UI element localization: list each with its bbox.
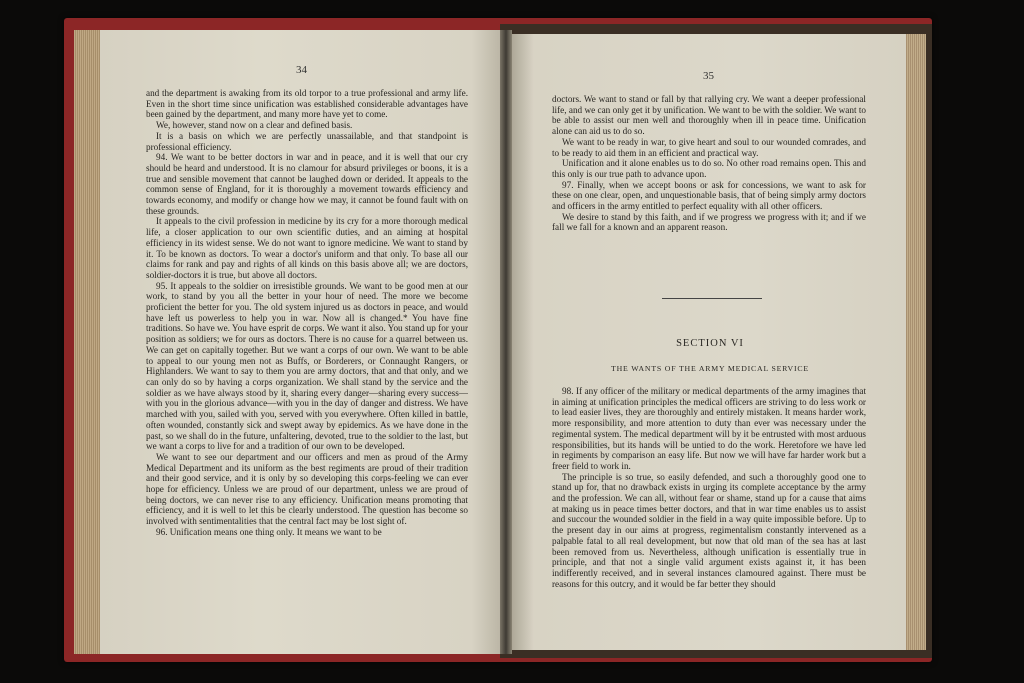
page-edges-left (74, 30, 102, 654)
page-number-right: 35 (703, 70, 714, 82)
paragraph: Unification and it alone enables us to do so. No other road remains open. This and this only is our true path to advance upon. (552, 158, 866, 179)
paragraph: The principle is so true, so easily defended, and such a thoroughly good one to stand up for, that no drawback exists in urging its complete acceptance by the army and the profession. We can all, without fear or shame, stand up for a cause that aims at making us in peace times better doctors, and that in war time enables us to assist and succour the wounded soldier in the field in a way quite impossible before. Up to the present day in our aims at progress, regimentalism constantly intervened as a palpable fatal to all real development, but now that old man of the sea has at last been removed from us. Nevertheless, although unification is essentially true in principle, and that not a single valid argument exists against it, it has been indifferently received, and in several instances clamoured against. There must be reasons for this outcry, and it would be far better they should (552, 471, 866, 589)
book-gutter (500, 30, 512, 654)
paragraph: 97. Finally, when we accept boons or ask for concessions, we want to ask for these on one clear, open, and unquestionable basis, that of being simply army doctors and officers in the army entitled to perfect equality with all other officers. (552, 179, 866, 212)
paragraph: It is a basis on which we are perfectly unassailable, and that standpoint is professional efficiency. (146, 130, 468, 152)
paragraph: We want to see our department and our officers and men as proud of the Army Medical Department and its uniform as the best regiments are proud of their tradition and their good service, and it is only by so developing this corps-feeling we can ever hope for efficiency. Unless we are proud of our department, unless we are proud of being doctors, we can never rise to any efficiency. Unification means promoting that efficiency, and it is well to let this be clearly understood. The question has become so involved with sentimentalities that the central fact may be lost sight of. (146, 451, 468, 527)
paragraph: and the department is awaking from its old torpor to a true professional and army life. Even in the short time since unification was established considerable advantages have been gained by the department, and many more have yet to come. (146, 88, 468, 120)
left-page-text (146, 88, 468, 538)
section-subtitle: THE WANTS OF THE ARMY MEDICAL SERVICE (611, 364, 809, 373)
section-divider (662, 298, 762, 299)
paragraph: 95. It appeals to the soldier on irresistible grounds. We want to be good men at our work, to stand by you all the better in your hour of need. The more we become proficient the better for you. The old system injured us as doctors in peace, and would have left us powerless to help you in war. Now all is changed.* You have fine traditions. So have we. You have esprit de corps. We want it also. You stand up for your position as soldiers; we for ours as doctors. There is no cause for a quarrel between us. We can get on capitally together. But we want a corps of our own. We want to be able to appeal to our young men not as Buffs, or Borderers, or Connaught Rangers, or Highlanders. We want to say to them you are army doctors, that and that only, and we can only do so by having a corps organization. We shall stand by the service and the soldier as we have always stood by it, sharing every danger—sharing every success—with you in the glorious advance—with you in the day of danger and distress. We have marched with you, sailed with you, served with you everywhere. Often killed in battle, often wounded, constantly sick and swept away by epidemics. As we have done in the past, so we shall do in the future, unfaltering, devoted, true to the soldier to the last, but we want a corps to live for and a tradition of our own to be developed. (146, 280, 468, 452)
right-page-text-bottom (552, 386, 866, 589)
paragraph: 96. Unification means one thing only. It means we want to be (156, 526, 382, 537)
right-page-text-top (552, 94, 866, 233)
paragraph: We desire to stand by this faith, and if we progress we progress with it; and if we fall we fall for a known and an apparent reason. (552, 211, 866, 233)
paragraph: doctors. We want to stand or fall by that rallying cry. We want a deeper professional life, and we can only get it by unification. We want to be with the soldier. We want to be able to assist our men well and thoroughly when ill in peace time. Unification alone can aid us to do so. (552, 94, 866, 137)
paragraph: We, however, stand now on a clear and defined basis. (156, 120, 353, 131)
paragraph: It appeals to the civil profession in medicine by its cry for a more thorough medical life, a closer application to our own scientific duties, and an aiming at hospital efficiency in its widest sense. We do not want to ignore medicine. We want to stand by it. To be known as doctors. To wear a doctor's uniform and that only. To base all our claims for rank and pay and rights of all kinds on this basis above all; we are doctors, soldier-doctors it is true, but above all doctors. (146, 216, 468, 280)
section-title: SECTION VI (676, 338, 744, 349)
page-number-left: 34 (296, 64, 307, 76)
paragraph: 98. If any officer of the military or medical departments of the army imagines that in aiming at unification principles the medical officers are striving to do less work or to lead easier lives, they are thoroughly and entirely mistaken. It means harder work, more responsibility, and more attention to duty than ever was necessary under the regimental system. The medical department will by it be entrusted with most arduous responsibilities, but its hands will be untied to do the work. Heretofore we have led in regiments by comparison an easy life. But now we will have far harder work but a freer field to work in. (552, 386, 866, 471)
paragraph: 94. We want to be better doctors in war and in peace, and it is well that our cry should be heard and understood. It is no clamour for absurd privileges or boons, it is a true and sensible movement that cannot be laughed down or derided. It appeals to the common sense of England, for it is thoroughly a movement towards efficiency and towards economy, and modify or change how we may, it cannot be found fault with on these grounds. (146, 152, 468, 216)
paragraph: We want to be ready in war, to give heart and soul to our wounded comrades, and to be ready to aid them in an efficient and practical way. (552, 136, 866, 158)
